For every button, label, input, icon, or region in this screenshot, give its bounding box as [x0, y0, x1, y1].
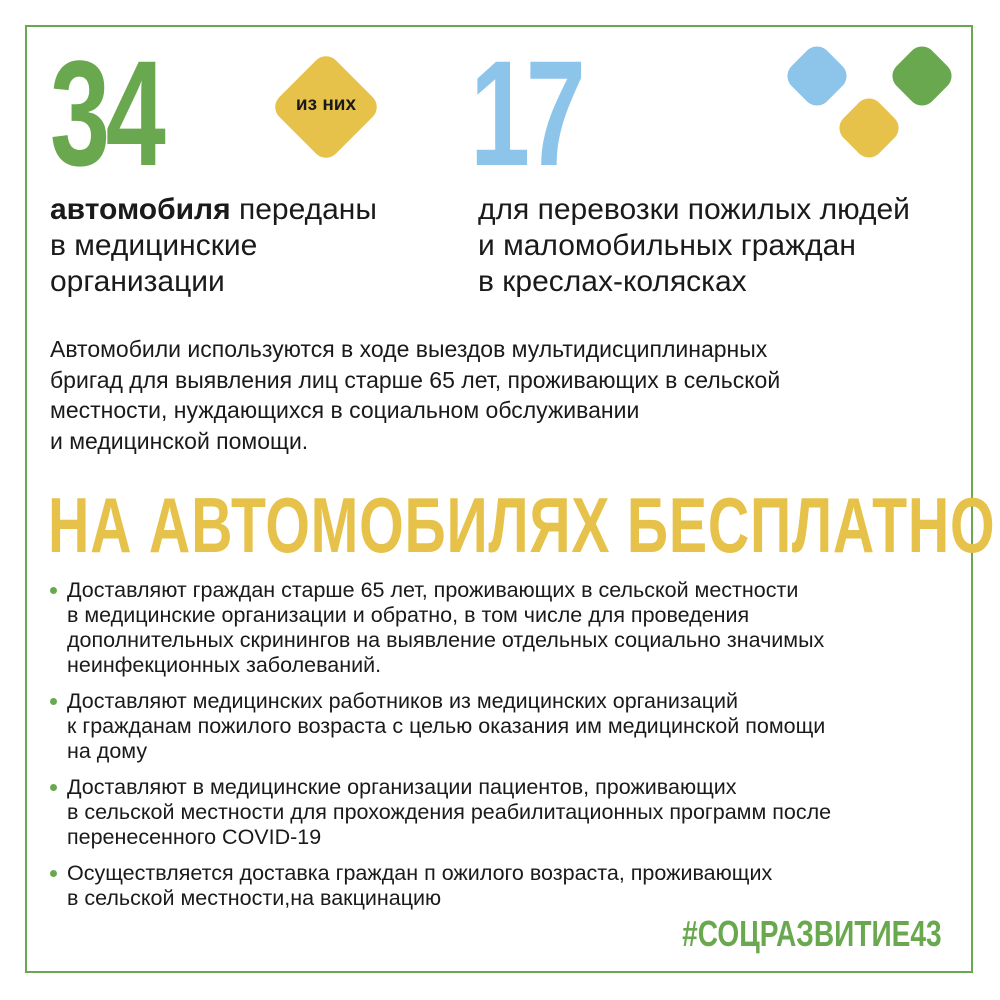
- bullet-dot-icon: [50, 784, 57, 791]
- bullet-dot-icon: [50, 870, 57, 877]
- stat-number-right: 17: [470, 29, 582, 197]
- bullet-line: на дому: [67, 739, 148, 763]
- list-item: [50, 775, 950, 850]
- intro-line-2: бригад для выявления лиц старше 65 лет, проживающих в сельской: [50, 366, 781, 393]
- bullet-line: Доставляют медицинских работников из медицинских организаций: [67, 689, 739, 713]
- caption-line-3: в креслах-колясках: [478, 265, 747, 298]
- list-item: [50, 861, 950, 911]
- bullet-line: Осуществляется доставка граждан п ожилого возраста, проживающих: [67, 861, 773, 885]
- intro-line-4: и медицинской помощи.: [50, 427, 309, 454]
- stat-caption-right: [478, 192, 968, 300]
- bullet-dot-icon: [50, 587, 57, 594]
- hashtag-link[interactable]: #СОЦРАЗВИТИЕ43: [682, 913, 942, 954]
- list-item: [50, 689, 950, 764]
- bullet-dot-icon: [50, 698, 57, 705]
- bullet-line: в сельской местности для прохождения реабилитационных программ после: [67, 800, 832, 824]
- caption-line-1: для перевозки пожилых людей: [478, 193, 910, 226]
- bullet-line: неинфекционных заболеваний.: [67, 653, 382, 677]
- intro-line-3: местности, нуждающихся в социальном обслуживании: [50, 397, 640, 423]
- headline: НА АВТОМОБИЛЯХ БЕСПЛАТНО: [48, 481, 996, 569]
- bullet-line: дополнительных скринингов на выявление отдельных социально значимых: [67, 628, 825, 652]
- caption-bold-word: автомобиля: [50, 193, 231, 226]
- stat-number-left: 34: [50, 29, 162, 197]
- bullet-line: Доставляют граждан старше 65 лет, проживающих в сельской местности: [67, 578, 799, 602]
- caption-line-2: и маломобильных граждан: [478, 229, 856, 262]
- bullet-line: Доставляют в медицинские организации пациентов, проживающих: [67, 775, 737, 799]
- caption-line-2: в медицинские: [50, 229, 258, 262]
- bullet-list: [50, 578, 950, 922]
- intro-paragraph: [50, 334, 950, 456]
- list-item: [50, 578, 950, 678]
- bullet-line: в медицинские организации и обратно, в том числе для проведения: [67, 603, 750, 627]
- bullet-line: перенесенного COVID-19: [67, 825, 322, 849]
- caption-line-1-rest: переданы: [230, 193, 377, 226]
- caption-line-3: организации: [50, 265, 225, 298]
- bullet-line: к гражданам пожилого возраста с целью оказания им медицинской помощи: [67, 714, 826, 738]
- badge-label: из них: [295, 94, 357, 115]
- intro-line-1: Автомобили используются в ходе выездов мультидисциплинарных: [50, 336, 768, 362]
- stat-caption-left: [50, 192, 450, 300]
- bullet-line: в сельской местности,на вакцинацию: [67, 886, 442, 910]
